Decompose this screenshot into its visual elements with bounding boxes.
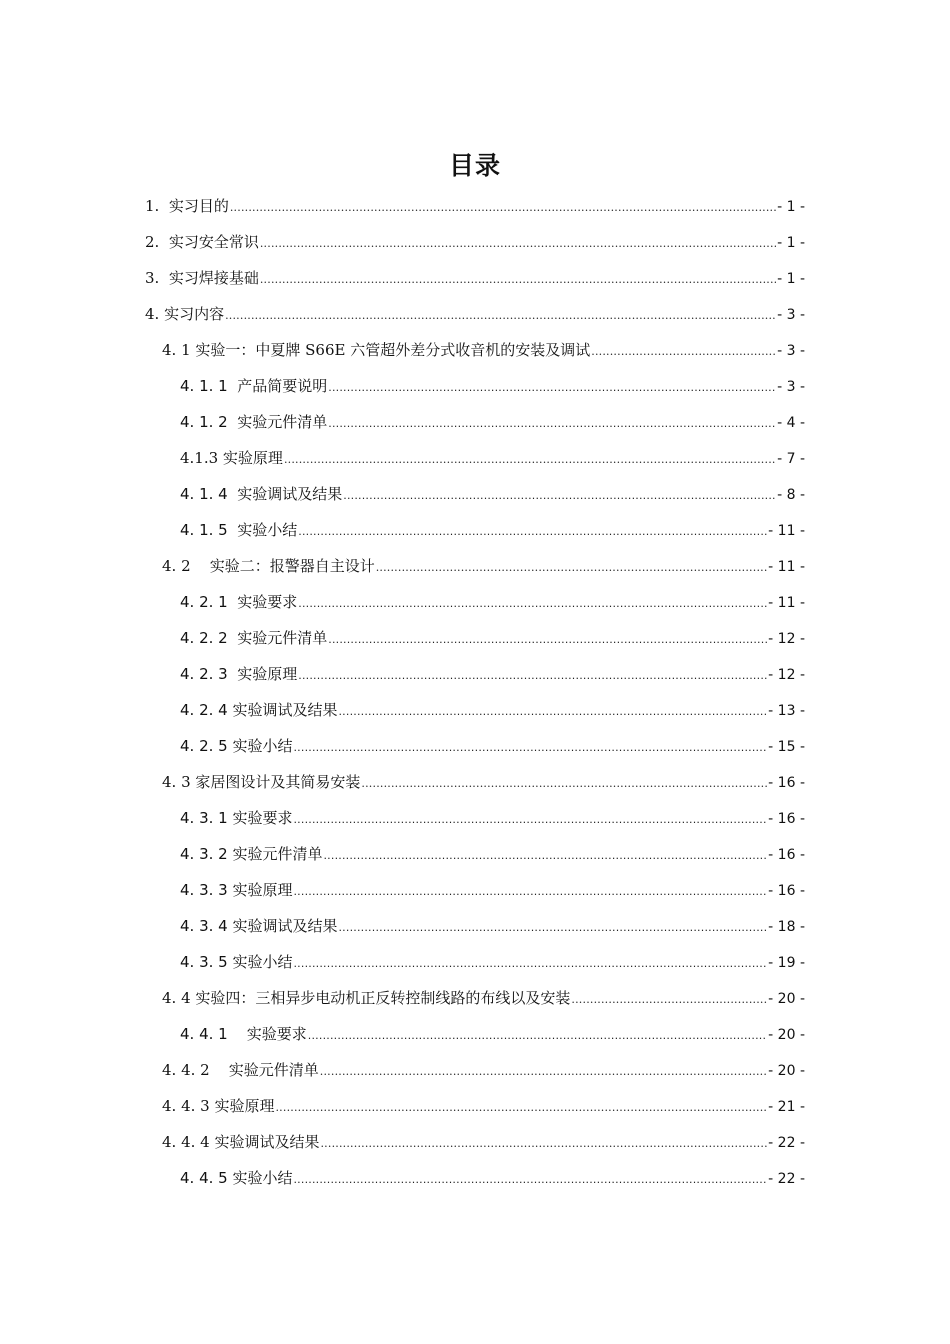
toc-leader-dots	[571, 986, 767, 1012]
toc-entry-4-1-3[interactable]	[180, 446, 805, 470]
toc-entry-page: - 21 -	[768, 1099, 805, 1115]
toc-entry-page: - 3 -	[777, 379, 805, 395]
toc-entry-4-2-5[interactable]	[180, 734, 805, 758]
toc-entry-4-2[interactable]	[162, 554, 805, 578]
toc-entry-page: - 12 -	[768, 667, 805, 683]
toc-entry-4-4[interactable]	[162, 986, 805, 1010]
toc-entry-page: - 4 -	[777, 415, 805, 431]
toc-leader-dots	[338, 698, 767, 724]
toc-entry-4-1-2[interactable]	[180, 410, 805, 434]
toc-entry-page: - 11 -	[768, 595, 805, 611]
toc-entry-4[interactable]	[145, 302, 805, 326]
toc-entry-label: 4. 2. 3 实验原理	[180, 665, 298, 683]
toc-entry-label: 4. 1. 2 实验元件清单	[180, 413, 328, 431]
toc-entry-page: - 1 -	[777, 199, 805, 215]
toc-leader-dots	[320, 1058, 767, 1084]
toc-entry-label: 1. 实习目的	[145, 197, 229, 215]
toc-leader-dots	[338, 914, 767, 940]
toc-leader-dots	[230, 194, 776, 220]
toc-entry-label: 4. 4. 3 实验原理	[162, 1097, 275, 1115]
toc-entry-page: - 11 -	[768, 523, 805, 539]
toc-leader-dots	[343, 482, 776, 508]
toc-entry-page: - 20 -	[768, 1063, 805, 1079]
toc-entry-label: 4. 2. 1 实验要求	[180, 593, 298, 611]
toc-leader-dots	[225, 302, 776, 328]
toc-entry-4-3-1[interactable]	[180, 806, 805, 830]
toc-entry-page: - 18 -	[768, 919, 805, 935]
toc-entry-4-2-1[interactable]	[180, 590, 805, 614]
toc-entry-label: 2. 实习安全常识	[145, 233, 259, 251]
toc-entry-label: 3. 实习焊接基础	[145, 269, 259, 287]
toc-entry-page: - 19 -	[768, 955, 805, 971]
toc-leader-dots	[376, 554, 767, 580]
toc-entry-4-4-1[interactable]	[180, 1022, 805, 1046]
toc-entry-label: 4. 1 实验一：中夏牌 S66E 六管超外差分式收音机的安装及调试	[162, 341, 591, 359]
toc-entry-label: 4. 3. 5 实验小结	[180, 953, 293, 971]
toc-entry-label: 4. 1. 4 实验调试及结果	[180, 485, 343, 503]
toc-entry-label: 4. 3. 4 实验调试及结果	[180, 917, 338, 935]
toc-entry-page: - 16 -	[768, 847, 805, 863]
toc-leader-dots	[260, 266, 776, 292]
toc-entry-page: - 3 -	[777, 343, 805, 359]
toc-entry-label: 4. 3. 3 实验原理	[180, 881, 293, 899]
toc-entry-label: 4. 2. 5 实验小结	[180, 737, 293, 755]
toc-entry-4-2-2[interactable]	[180, 626, 805, 650]
toc-entry-label: 4.1.3 实验原理	[180, 449, 283, 467]
toc-entry-page: - 16 -	[768, 811, 805, 827]
toc-leader-dots	[298, 590, 767, 616]
toc-entry-page: - 3 -	[777, 307, 805, 323]
toc-entry-4-3-3[interactable]	[180, 878, 805, 902]
toc-entry-2[interactable]	[145, 230, 805, 254]
toc-entry-4-3-4[interactable]	[180, 914, 805, 938]
toc-entry-4-4-2[interactable]	[162, 1058, 805, 1082]
toc-leader-dots	[293, 950, 767, 976]
toc-entry-page: - 15 -	[768, 739, 805, 755]
toc-entry-label: 4. 4. 4 实验调试及结果	[162, 1133, 320, 1151]
toc-entry-label: 4. 4 实验四：三相异步电动机正反转控制线路的布线以及安装	[162, 989, 571, 1007]
toc-entry-4-4-4[interactable]	[162, 1130, 805, 1154]
toc-entry-4-2-4[interactable]	[180, 698, 805, 722]
page-title: 目录	[448, 151, 501, 180]
toc-entry-page: - 22 -	[768, 1171, 805, 1187]
toc-entry-3[interactable]	[145, 266, 805, 290]
toc-leader-dots	[284, 446, 776, 472]
toc-entry-label: 4. 2 实验二：报警器自主设计	[162, 557, 375, 575]
toc-entry-page: - 22 -	[768, 1135, 805, 1151]
toc-leader-dots	[328, 410, 776, 436]
toc-entry-label: 4. 3. 2 实验元件清单	[180, 845, 323, 863]
toc-entry-page: - 1 -	[777, 271, 805, 287]
toc-entry-page: - 11 -	[768, 559, 805, 575]
toc-entry-label: 4. 4. 2 实验元件清单	[162, 1061, 319, 1079]
toc-leader-dots	[275, 1094, 767, 1120]
toc-entry-label: 4. 3 家居图设计及其简易安装	[162, 773, 361, 791]
toc-leader-dots	[293, 806, 767, 832]
toc-entry-1[interactable]	[145, 194, 805, 218]
toc-entry-page: - 1 -	[777, 235, 805, 251]
toc-entry-4-4-5[interactable]	[180, 1166, 805, 1190]
toc-leader-dots	[591, 338, 776, 364]
toc-leader-dots	[293, 734, 767, 760]
toc-leader-dots	[361, 770, 767, 796]
toc-leader-dots	[293, 878, 767, 904]
toc-entry-4-1-4[interactable]	[180, 482, 805, 506]
toc-leader-dots	[298, 518, 767, 544]
toc-entry-label: 4. 2. 2 实验元件清单	[180, 629, 328, 647]
toc-entry-label: 4. 1. 1 产品简要说明	[180, 377, 328, 395]
toc-entry-4-3-2[interactable]	[180, 842, 805, 866]
toc-entry-4-1[interactable]	[162, 338, 805, 362]
toc-entry-page: - 20 -	[768, 991, 805, 1007]
toc-leader-dots	[260, 230, 776, 256]
toc-entry-page: - 8 -	[777, 487, 805, 503]
toc-entry-page: - 16 -	[768, 775, 805, 791]
toc-entry-label: 4. 4. 5 实验小结	[180, 1169, 293, 1187]
toc-entry-4-2-3[interactable]	[180, 662, 805, 686]
toc-leader-dots	[323, 842, 767, 868]
toc-entry-page: - 16 -	[768, 883, 805, 899]
toc-entry-4-4-3[interactable]	[162, 1094, 805, 1118]
toc-entry-4-3-5[interactable]	[180, 950, 805, 974]
toc-entry-label: 4. 1. 5 实验小结	[180, 521, 298, 539]
toc-leader-dots	[328, 374, 776, 400]
toc-entry-label: 4. 4. 1 实验要求	[180, 1025, 307, 1043]
toc-leader-dots	[298, 662, 767, 688]
toc-leader-dots	[308, 1022, 767, 1048]
toc-entry-4-1-1[interactable]	[180, 374, 805, 398]
toc-entry-label: 4. 实习内容	[145, 305, 225, 323]
toc-entry-4-1-5[interactable]	[180, 518, 805, 542]
toc-entry-page: - 20 -	[768, 1027, 805, 1043]
toc-leader-dots	[293, 1166, 767, 1192]
toc-leader-dots	[320, 1130, 767, 1156]
toc-entry-label: 4. 2. 4 实验调试及结果	[180, 701, 338, 719]
toc-entry-page: - 7 -	[777, 451, 805, 467]
toc-entry-page: - 13 -	[768, 703, 805, 719]
toc-entry-4-3[interactable]	[162, 770, 805, 794]
toc-entry-page: - 12 -	[768, 631, 805, 647]
toc-leader-dots	[328, 626, 767, 652]
toc-entry-label: 4. 3. 1 实验要求	[180, 809, 293, 827]
